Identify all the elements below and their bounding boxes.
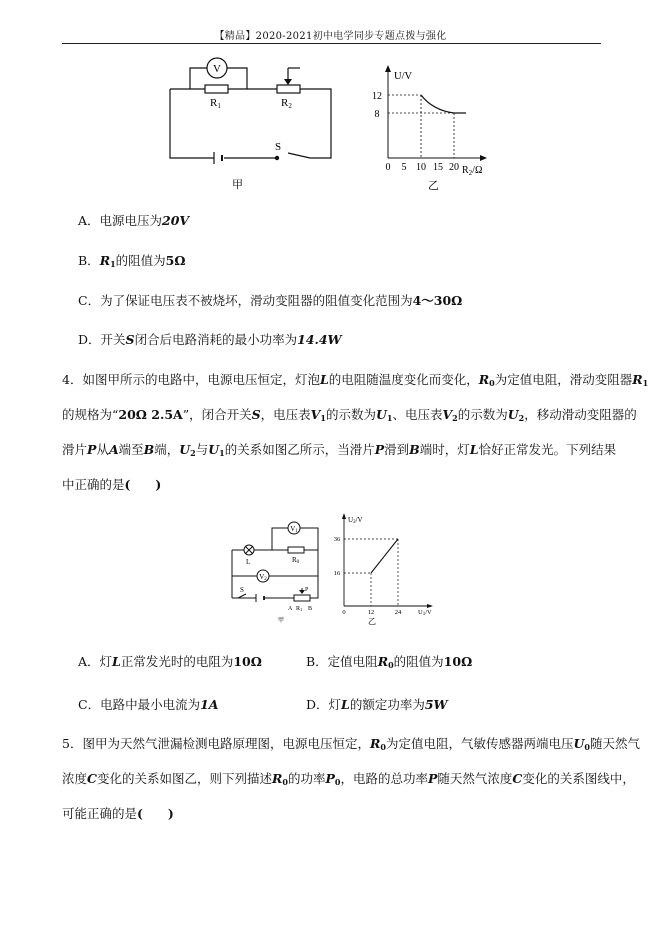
end-a-label: A — [288, 606, 293, 612]
end-b-label: B — [308, 606, 313, 612]
circuit-diagram-2 — [222, 518, 334, 626]
q5-line-3: 可能正确的是( ) — [62, 806, 174, 821]
q4-line-3: 滑片P从A端至B端，$U_2$与$U_1$的关系如图乙所示，当滑片P滑到B端时，灯L恰好正常发光。下列结果 — [62, 442, 617, 458]
lamp-label: L — [246, 558, 251, 566]
fig2-caption: 甲 — [278, 618, 285, 624]
g2-xtick-0: 0 — [342, 609, 346, 616]
g2-xtick-12: 12 — [367, 609, 375, 616]
q4-line-1: 4．如图甲所示的电路中，电源电压恒定，灯泡L的电阻随温度变化而变化，$R_0$为定值电阻，滑动变阻器$R_1$ — [62, 372, 649, 388]
q4-option-c[interactable]: C．电路中最小电流为1A — [78, 697, 219, 712]
xtick-10: 10 — [416, 162, 426, 173]
circuit-diagram-1 — [160, 52, 350, 192]
graph-2 — [332, 508, 444, 626]
q5-line-1: 5．图甲为天然气泄漏检测电路原理图，电源电压恒定，$R_0$为定值电阻，气敏传感器两端电压$U_0$随天然气 — [62, 736, 640, 752]
graph1-xlabel: $R_2/\Omega$ — [462, 165, 483, 177]
q4-option-d[interactable]: D．灯L的额定功率为5W — [306, 697, 448, 712]
xtick-20: 20 — [449, 162, 459, 173]
ytick-8: 8 — [374, 109, 380, 120]
r1-label: R1 — [210, 97, 221, 110]
graph2-ylabel: U2/V — [348, 516, 363, 525]
q4-line-4: 中正确的是( ) — [62, 477, 162, 492]
ytick-12: 12 — [372, 91, 382, 102]
q4-line-2: 的规格为“20Ω 2.5A”，闭合开关S，电压表$V_1$的示数为$U_1$、电压表$V_2$的示数为$U_2$，移动滑动变阻器的 — [62, 407, 637, 423]
q3-option-b[interactable]: B．$R_1$的阻值为5Ω — [78, 253, 186, 269]
voltmeter-label: V — [213, 63, 221, 75]
q4-option-b[interactable]: B．定值电阻$R_0$的阻值为10Ω — [306, 654, 473, 670]
page-header: 【精品】2020-2021初中电学同步专题点拨与强化 — [214, 31, 447, 42]
v1-label: V1 — [290, 525, 298, 534]
fig1-caption: 甲 — [232, 179, 243, 191]
g2-xtick-24: 24 — [394, 609, 402, 616]
switch-label: S — [275, 141, 282, 153]
switch-label-2: S — [240, 586, 244, 594]
graph2-xlabel: U1/V — [418, 609, 432, 617]
graph1-caption: 乙 — [428, 180, 439, 192]
r2-label: R2 — [281, 97, 292, 110]
q3-option-d[interactable]: D．开关S闭合后电路消耗的最小功率为14.4W — [78, 332, 342, 347]
r0-label: R0 — [292, 556, 300, 565]
g2-ytick-16: 16 — [333, 570, 341, 577]
slider-label: P — [305, 587, 309, 593]
q3-option-a[interactable]: A．电源电压为20V — [78, 213, 190, 228]
xtick-5: 5 — [401, 162, 407, 173]
q3-option-c[interactable]: C．为了保证电压表不被烧坏，滑动变阻器的阻值变化范围为4～30Ω — [78, 293, 463, 308]
graph1-ylabel: U/V — [394, 71, 413, 82]
graph2-line — [371, 539, 398, 573]
g2-ytick-36: 36 — [333, 536, 341, 543]
v2-label: V2 — [259, 573, 267, 582]
graph2-caption: 乙 — [368, 617, 376, 626]
graph-1 — [366, 62, 496, 192]
xtick-15: 15 — [433, 162, 443, 173]
rheostat-label: R1 — [296, 606, 303, 612]
graph1-curve — [421, 95, 466, 113]
q4-option-a[interactable]: A．灯L正常发光时的电阻为10Ω — [78, 654, 262, 669]
header-rule — [62, 43, 601, 44]
xtick-0: 0 — [385, 162, 391, 173]
q5-line-2: 浓度C变化的关系如图乙，则下列描述$R_0$的功率$P_0$，电路的总功率P随天然气浓度C变化的关系图线中， — [62, 771, 635, 787]
